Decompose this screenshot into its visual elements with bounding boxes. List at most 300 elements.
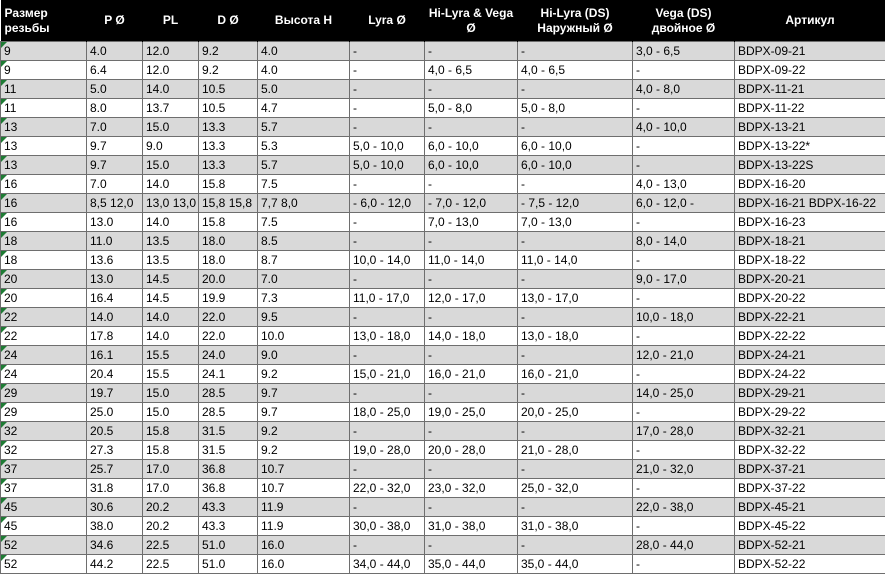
cell-d-diameter: 13.3 [199,156,258,175]
cell-lyra: 13,0 - 18,0 [350,327,425,346]
cell-pl: 15.0 [143,118,199,137]
cell-p-diameter: 4.0 [87,42,143,61]
cell-vega-ds: - [633,327,735,346]
cell-d-diameter: 28.5 [199,403,258,422]
cell-d-diameter: 15.8 [199,213,258,232]
cell-thread-size [1,42,87,61]
cell-hi-lyra-ds: 4,0 - 6,5 [518,61,633,80]
cell-text: 45 [4,500,17,514]
cell-p-diameter: 5.0 [87,80,143,99]
cell-article: BDPX-37-21 [735,460,885,479]
header-vega-ds: Vega (DS) двойное Ø [633,0,735,42]
cell-hi-lyra-vega: 19,0 - 25,0 [425,403,518,422]
cell-p-diameter: 9.7 [87,137,143,156]
cell-height: 4.7 [258,99,350,118]
cell-hi-lyra-ds: - 7,5 - 12,0 [518,194,633,213]
cell-height: 16.0 [258,536,350,555]
cell-text: 16 [4,177,17,191]
cell-pl: 15.0 [143,403,199,422]
table-row [1,517,885,536]
cell-hi-lyra-vega: - [425,346,518,365]
cell-text: 13 [4,158,17,172]
cell-d-diameter: 24.1 [199,365,258,384]
cell-hi-lyra-vega: - 7,0 - 12,0 [425,194,518,213]
cell-hi-lyra-ds: 6,0 - 10,0 [518,137,633,156]
cell-p-diameter: 7.0 [87,118,143,137]
cell-height: 11.9 [258,517,350,536]
cell-thread-size [1,156,87,175]
cell-hi-lyra-ds: - [518,422,633,441]
cell-hi-lyra-vega: 16,0 - 21,0 [425,365,518,384]
cell-height: 10.7 [258,479,350,498]
table-row [1,42,885,61]
cell-pl: 22.5 [143,536,199,555]
cell-pl: 14.0 [143,80,199,99]
cell-pl: 14.5 [143,270,199,289]
cell-vega-ds: 10,0 - 18,0 [633,308,735,327]
cell-lyra: - [350,270,425,289]
cell-thread-size [1,422,87,441]
cell-lyra: - [350,213,425,232]
cell-p-diameter: 16.1 [87,346,143,365]
cell-vega-ds: - [633,251,735,270]
cell-vega-ds: - [633,441,735,460]
cell-thread-size [1,536,87,555]
header-height: Высота H [258,0,350,42]
table-row [1,270,885,289]
cell-thread-size [1,403,87,422]
cell-pl: 12.0 [143,61,199,80]
cell-lyra: 18,0 - 25,0 [350,403,425,422]
table-row [1,118,885,137]
cell-p-diameter: 13.0 [87,270,143,289]
cell-pl: 20.2 [143,498,199,517]
cell-p-diameter: 34.6 [87,536,143,555]
cell-d-diameter: 13.3 [199,137,258,156]
cell-lyra: - [350,498,425,517]
cell-comment-marker-icon [1,365,7,371]
cell-text: 22 [4,329,17,343]
cell-lyra: 22,0 - 32,0 [350,479,425,498]
cell-text: 29 [4,405,17,419]
cell-hi-lyra-vega: 20,0 - 28,0 [425,441,518,460]
cell-height: 8.5 [258,232,350,251]
cell-thread-size [1,194,87,213]
cell-hi-lyra-vega: 5,0 - 8,0 [425,99,518,118]
cell-thread-size [1,460,87,479]
cell-p-diameter: 6.4 [87,61,143,80]
cell-pl: 13,0 13,0 [143,194,199,213]
cell-hi-lyra-vega: - [425,270,518,289]
cell-pl: 17.0 [143,479,199,498]
cell-text: 13 [4,139,17,153]
cell-hi-lyra-ds: 35,0 - 44,0 [518,555,633,574]
cell-vega-ds: 14,0 - 25,0 [633,384,735,403]
cell-hi-lyra-ds: 13,0 - 18,0 [518,327,633,346]
cell-pl: 12.0 [143,42,199,61]
cell-lyra: 34,0 - 44,0 [350,555,425,574]
cell-d-diameter: 24.0 [199,346,258,365]
cell-hi-lyra-ds: 20,0 - 25,0 [518,403,633,422]
cell-comment-marker-icon [1,137,7,143]
table-row [1,232,885,251]
cell-text: 24 [4,367,17,381]
cell-hi-lyra-vega: - [425,422,518,441]
cell-pl: 14.0 [143,213,199,232]
cell-text: 32 [4,443,17,457]
cell-hi-lyra-ds: 5,0 - 8,0 [518,99,633,118]
cell-height: 5.0 [258,80,350,99]
cell-vega-ds: 4,0 - 10,0 [633,118,735,137]
cell-comment-marker-icon [1,384,7,390]
cell-lyra: - [350,536,425,555]
cell-p-diameter: 13.0 [87,213,143,232]
cell-lyra: - [350,175,425,194]
cell-vega-ds: - [633,137,735,156]
table-row [1,175,885,194]
cell-pl: 14.0 [143,175,199,194]
cell-d-diameter: 10.5 [199,99,258,118]
cell-article: BDPX-09-22 [735,61,885,80]
cell-p-diameter: 27.3 [87,441,143,460]
cell-comment-marker-icon [1,403,7,409]
cell-article: BDPX-13-21 [735,118,885,137]
cell-article: BDPX-24-22 [735,365,885,384]
table-row [1,441,885,460]
cell-vega-ds: 21,0 - 32,0 [633,460,735,479]
cell-vega-ds: - [633,99,735,118]
header-hi-lyra-vega: Hi-Lyra & Vega Ø [425,0,518,42]
cell-vega-ds: 6,0 - 12,0 - [633,194,735,213]
cell-hi-lyra-ds: - [518,175,633,194]
cell-text: 22 [4,310,17,324]
cell-p-diameter: 14.0 [87,308,143,327]
cell-text: 9 [4,63,11,77]
cell-p-diameter: 30.6 [87,498,143,517]
cell-lyra: - [350,232,425,251]
cell-height: 9.2 [258,365,350,384]
cell-height: 5.7 [258,156,350,175]
cell-p-diameter: 25.7 [87,460,143,479]
cell-hi-lyra-vega: 35,0 - 44,0 [425,555,518,574]
cell-vega-ds: 28,0 - 44,0 [633,536,735,555]
cell-pl: 15.8 [143,441,199,460]
cell-hi-lyra-vega: - [425,384,518,403]
cell-hi-lyra-ds: - [518,232,633,251]
cell-d-diameter: 13.3 [199,118,258,137]
cell-lyra: - [350,80,425,99]
cell-comment-marker-icon [1,61,7,67]
cell-article: BDPX-37-22 [735,479,885,498]
cell-text: 52 [4,557,17,571]
cell-p-diameter: 9.7 [87,156,143,175]
cell-lyra: 5,0 - 10,0 [350,156,425,175]
cell-pl: 15.0 [143,156,199,175]
cell-hi-lyra-ds: - [518,308,633,327]
cell-article: BDPX-18-21 [735,232,885,251]
cell-hi-lyra-ds: - [518,460,633,479]
cell-height: 7,7 8,0 [258,194,350,213]
cell-p-diameter: 20.4 [87,365,143,384]
cell-hi-lyra-ds: 6,0 - 10,0 [518,156,633,175]
cell-comment-marker-icon [1,213,7,219]
cell-comment-marker-icon [1,175,7,181]
cell-text: 52 [4,538,17,552]
cell-lyra: - [350,118,425,137]
cell-hi-lyra-vega: - [425,80,518,99]
cell-hi-lyra-ds: 13,0 - 17,0 [518,289,633,308]
cell-hi-lyra-vega: - [425,232,518,251]
cell-article: BDPX-24-21 [735,346,885,365]
cell-thread-size [1,61,87,80]
header-p-diameter: P Ø [87,0,143,42]
cell-p-diameter: 7.0 [87,175,143,194]
cell-height: 7.0 [258,270,350,289]
cell-lyra: - [350,422,425,441]
cell-hi-lyra-vega: 6,0 - 10,0 [425,137,518,156]
cell-d-diameter: 18.0 [199,251,258,270]
cell-height: 4.0 [258,61,350,80]
cell-comment-marker-icon [1,194,7,200]
cell-hi-lyra-vega: - [425,536,518,555]
cell-hi-lyra-vega: 31,0 - 38,0 [425,517,518,536]
cell-article: BDPX-20-22 [735,289,885,308]
cell-text: 11 [4,101,16,115]
cell-d-diameter: 18.0 [199,232,258,251]
cell-lyra: - [350,346,425,365]
cell-vega-ds: - [633,61,735,80]
cell-comment-marker-icon [1,422,7,428]
cell-text: 16 [4,196,17,210]
table-row [1,365,885,384]
cell-article: BDPX-45-21 [735,498,885,517]
cell-text: 9 [4,44,11,58]
cell-article: BDPX-13-22* [735,137,885,156]
cell-pl: 22.5 [143,555,199,574]
header-d-diameter: D Ø [199,0,258,42]
cell-vega-ds: 4,0 - 13,0 [633,175,735,194]
cell-d-diameter: 36.8 [199,460,258,479]
cell-height: 7.5 [258,213,350,232]
cell-height: 4.0 [258,42,350,61]
cell-pl: 13.5 [143,251,199,270]
cell-lyra: 19,0 - 28,0 [350,441,425,460]
cell-height: 5.3 [258,137,350,156]
cell-thread-size [1,137,87,156]
cell-p-diameter: 25.0 [87,403,143,422]
cell-hi-lyra-ds: 25,0 - 32,0 [518,479,633,498]
cell-comment-marker-icon [1,460,7,466]
cell-thread-size [1,517,87,536]
cell-d-diameter: 31.5 [199,422,258,441]
cell-text: 37 [4,481,17,495]
cell-comment-marker-icon [1,251,7,257]
cell-comment-marker-icon [1,270,7,276]
cell-comment-marker-icon [1,118,7,124]
cell-article: BDPX-29-21 [735,384,885,403]
cell-d-diameter: 20.0 [199,270,258,289]
cell-comment-marker-icon [1,99,7,105]
cell-d-diameter: 43.3 [199,517,258,536]
table-row [1,99,885,118]
cell-comment-marker-icon [1,327,7,333]
cell-height: 9.2 [258,422,350,441]
cell-article: BDPX-16-21 BDPX-16-22 [735,194,885,213]
cell-pl: 17.0 [143,460,199,479]
cell-height: 9.2 [258,441,350,460]
cell-height: 9.7 [258,403,350,422]
cell-vega-ds: - [633,403,735,422]
cell-article: BDPX-11-22 [735,99,885,118]
cell-vega-ds: - [633,289,735,308]
cell-height: 10.0 [258,327,350,346]
cell-hi-lyra-ds: - [518,80,633,99]
cell-lyra: - [350,384,425,403]
cell-thread-size [1,213,87,232]
cell-comment-marker-icon [1,479,7,485]
table-row [1,251,885,270]
cell-thread-size [1,346,87,365]
cell-p-diameter: 31.8 [87,479,143,498]
cell-article: BDPX-52-22 [735,555,885,574]
cell-height: 7.5 [258,175,350,194]
cell-height: 8.7 [258,251,350,270]
cell-article: BDPX-52-21 [735,536,885,555]
cell-vega-ds: 3,0 - 6,5 [633,42,735,61]
cell-p-diameter: 44.2 [87,555,143,574]
cell-hi-lyra-ds: - [518,270,633,289]
cell-hi-lyra-vega: 14,0 - 18,0 [425,327,518,346]
cell-text: 16 [4,215,17,229]
cell-d-diameter: 19.9 [199,289,258,308]
cell-p-diameter: 13.6 [87,251,143,270]
cell-text: 24 [4,348,17,362]
cell-pl: 15.8 [143,422,199,441]
table-row [1,308,885,327]
cell-hi-lyra-vega: - [425,42,518,61]
cell-d-diameter: 15,8 15,8 [199,194,258,213]
cell-text: 37 [4,462,17,476]
table-row [1,194,885,213]
cell-d-diameter: 51.0 [199,555,258,574]
cell-article: BDPX-18-22 [735,251,885,270]
cell-vega-ds: - [633,479,735,498]
cell-hi-lyra-ds: - [518,42,633,61]
cell-height: 7.3 [258,289,350,308]
cell-text: 20 [4,272,17,286]
cell-article: BDPX-22-21 [735,308,885,327]
cell-lyra: 30,0 - 38,0 [350,517,425,536]
cell-p-diameter: 19.7 [87,384,143,403]
header-lyra: Lyra Ø [350,0,425,42]
cell-height: 10.7 [258,460,350,479]
cell-hi-lyra-vega: 11,0 - 14,0 [425,251,518,270]
cell-vega-ds: 4,0 - 8,0 [633,80,735,99]
cell-hi-lyra-vega: - [425,175,518,194]
cell-thread-size [1,99,87,118]
cell-d-diameter: 43.3 [199,498,258,517]
cell-pl: 14.0 [143,308,199,327]
cell-lyra: 15,0 - 21,0 [350,365,425,384]
cell-vega-ds: - [633,517,735,536]
cell-thread-size [1,479,87,498]
cell-hi-lyra-ds: - [518,118,633,137]
cell-pl: 13.5 [143,232,199,251]
cell-thread-size [1,498,87,517]
table-row [1,498,885,517]
cell-pl: 9.0 [143,137,199,156]
cell-comment-marker-icon [1,232,7,238]
cell-text: 32 [4,424,17,438]
cell-p-diameter: 38.0 [87,517,143,536]
cell-hi-lyra-ds: 7,0 - 13,0 [518,213,633,232]
header-thread-size: Размер резьбы [1,0,87,42]
cell-comment-marker-icon [1,536,7,542]
cell-vega-ds: - [633,365,735,384]
header-hi-lyra-ds: Hi-Lyra (DS) Наружный Ø [518,0,633,42]
cell-thread-size [1,175,87,194]
cell-thread-size [1,232,87,251]
cell-vega-ds: 9,0 - 17,0 [633,270,735,289]
cell-hi-lyra-vega: 6,0 - 10,0 [425,156,518,175]
cell-hi-lyra-ds: - [518,498,633,517]
cell-comment-marker-icon [1,308,7,314]
table-row [1,80,885,99]
cell-thread-size [1,327,87,346]
cell-text: 45 [4,519,17,533]
cell-article: BDPX-22-22 [735,327,885,346]
cell-p-diameter: 11.0 [87,232,143,251]
cell-thread-size [1,555,87,574]
cell-comment-marker-icon [1,517,7,523]
cell-p-diameter: 8,5 12,0 [87,194,143,213]
cell-thread-size [1,251,87,270]
table-row [1,327,885,346]
cell-lyra: 5,0 - 10,0 [350,137,425,156]
cell-text: 13 [4,120,17,134]
cell-comment-marker-icon [1,289,7,295]
cell-thread-size [1,289,87,308]
cell-lyra: - [350,42,425,61]
cell-hi-lyra-vega: - [425,308,518,327]
cell-pl: 15.0 [143,384,199,403]
cell-d-diameter: 28.5 [199,384,258,403]
cell-thread-size [1,270,87,289]
cell-article: BDPX-20-21 [735,270,885,289]
cell-text: 11 [4,82,16,96]
cell-thread-size [1,365,87,384]
cell-hi-lyra-vega: - [425,460,518,479]
table-row [1,289,885,308]
cell-hi-lyra-ds: - [518,536,633,555]
cell-hi-lyra-vega: 4,0 - 6,5 [425,61,518,80]
cell-comment-marker-icon [1,346,7,352]
cell-d-diameter: 51.0 [199,536,258,555]
cell-comment-marker-icon [1,498,7,504]
cell-thread-size [1,118,87,137]
cell-pl: 15.5 [143,346,199,365]
cell-lyra: - [350,99,425,118]
cell-article: BDPX-16-20 [735,175,885,194]
cell-hi-lyra-vega: - [425,498,518,517]
cell-height: 9.0 [258,346,350,365]
cell-text: 18 [4,234,17,248]
cell-p-diameter: 20.5 [87,422,143,441]
cell-article: BDPX-32-22 [735,441,885,460]
cell-d-diameter: 10.5 [199,80,258,99]
cell-vega-ds: 8,0 - 14,0 [633,232,735,251]
table-row [1,555,885,574]
